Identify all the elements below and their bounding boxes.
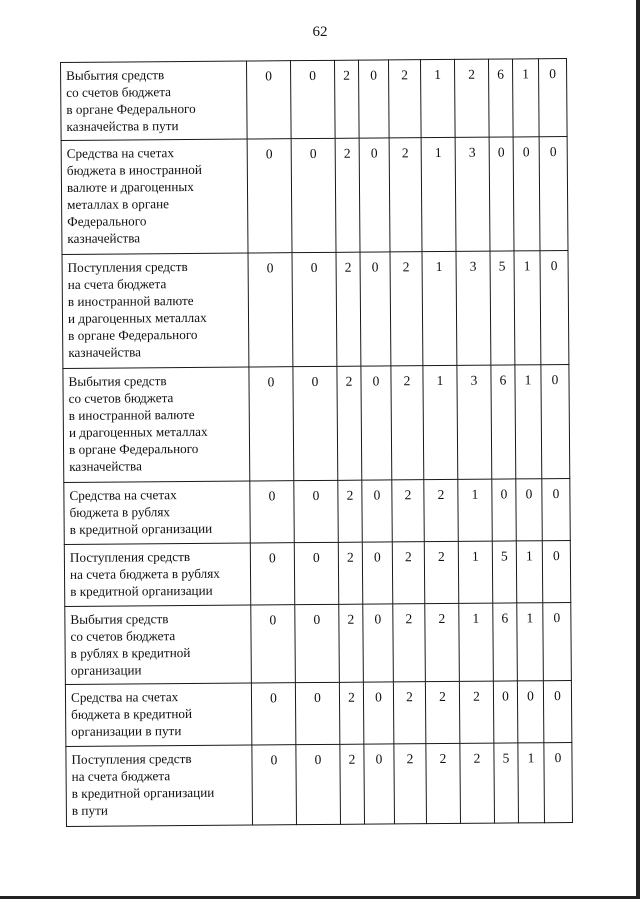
- row-label: Средства на счетах бюджета в иностранной валюте и драгоценных металлах в органе Федерального казначейства: [61, 139, 248, 254]
- code-digit-cell: 0: [359, 138, 390, 252]
- code-digit-cell: 6: [493, 603, 518, 681]
- page-number: 62: [312, 24, 328, 40]
- code-digit-cell: 2: [425, 681, 459, 743]
- code-digit-cell: 0: [493, 681, 517, 743]
- row-label: Поступления средств на счета бюджета в рублях в кредитной организации: [64, 543, 250, 606]
- code-digit-cell: 1: [514, 251, 541, 365]
- code-digit-cell: 0: [250, 481, 294, 543]
- code-digit-cell: 0: [541, 365, 570, 479]
- table-row: [66, 743, 573, 827]
- scan-edge-right: [636, 0, 640, 899]
- code-digit-cell: 0: [296, 744, 341, 824]
- code-digit-cell: 2: [424, 541, 458, 603]
- code-digit-cell: 0: [540, 251, 569, 365]
- table-row: [61, 137, 568, 255]
- code-digit-cell: 2: [389, 138, 422, 252]
- code-digit-cell: 2: [338, 480, 362, 542]
- code-digit-cell: 0: [293, 366, 338, 480]
- code-digit-cell: 1: [518, 743, 545, 823]
- code-digit-cell: 0: [251, 683, 295, 745]
- code-digit-cell: 5: [490, 251, 515, 365]
- code-digit-cell: 0: [539, 137, 568, 251]
- code-digit-cell: 2: [424, 479, 458, 541]
- code-digit-cell: 0: [251, 605, 296, 683]
- table-body: [61, 59, 573, 827]
- table-row: [64, 479, 570, 545]
- code-digit-cell: 0: [363, 604, 394, 682]
- table-row: [62, 251, 569, 369]
- code-digit-cell: 0: [543, 681, 571, 743]
- code-digit-cell: 2: [393, 682, 425, 744]
- code-digit-cell: 0: [492, 479, 516, 541]
- code-digit-cell: 2: [340, 744, 365, 824]
- code-digit-cell: 0: [246, 61, 291, 139]
- code-digit-cell: 2: [336, 252, 361, 366]
- account-codes-table: [60, 58, 573, 827]
- code-digit-cell: 6: [488, 59, 513, 137]
- row-label: Выбытия средств со счетов бюджета в рублях в кредитной организации: [65, 605, 252, 684]
- code-digit-cell: 1: [420, 59, 455, 137]
- code-digit-cell: 2: [426, 743, 461, 823]
- code-digit-cell: 0: [361, 366, 392, 480]
- code-digit-cell: 2: [460, 743, 495, 823]
- code-digit-cell: 2: [393, 604, 426, 682]
- code-digit-cell: 0: [295, 604, 340, 682]
- code-digit-cell: 2: [334, 60, 359, 138]
- code-digit-cell: 2: [394, 744, 427, 824]
- code-digit-cell: 0: [542, 479, 570, 541]
- code-digit-cell: 2: [388, 60, 421, 138]
- code-digit-cell: 0: [291, 138, 336, 252]
- code-digit-cell: 5: [494, 743, 519, 823]
- table-row: [65, 603, 572, 685]
- table-row: [64, 541, 570, 607]
- row-label: Средства на счетах бюджета в рублях в кредитной организации: [64, 481, 250, 544]
- code-digit-cell: 2: [454, 59, 489, 137]
- code-digit-cell: 1: [515, 365, 542, 479]
- code-digit-cell: 0: [513, 137, 540, 251]
- code-digit-cell: 2: [425, 603, 460, 681]
- code-digit-cell: 0: [543, 603, 572, 681]
- code-digit-cell: 2: [337, 366, 362, 480]
- code-digit-cell: 0: [544, 743, 573, 823]
- code-digit-cell: 1: [516, 541, 542, 603]
- table-row: [61, 59, 568, 141]
- code-digit-cell: 0: [360, 252, 391, 366]
- code-digit-cell: 1: [423, 365, 458, 479]
- row-label: Выбытия средств со счетов бюджета в органе Федерального казначейства в пути: [61, 61, 248, 140]
- code-digit-cell: 6: [491, 365, 516, 479]
- code-digit-cell: 0: [489, 137, 514, 251]
- code-digit-cell: 0: [290, 60, 335, 138]
- code-digit-cell: 0: [362, 480, 392, 542]
- account-codes-table-wrapper: [60, 62, 567, 827]
- code-digit-cell: 2: [392, 542, 424, 604]
- code-digit-cell: 3: [455, 137, 490, 251]
- table-row: [63, 365, 570, 483]
- code-digit-cell: 2: [390, 252, 423, 366]
- code-digit-cell: 1: [517, 603, 544, 681]
- code-digit-cell: 0: [292, 252, 337, 366]
- code-digit-cell: 0: [247, 139, 292, 253]
- code-digit-cell: 2: [339, 604, 364, 682]
- code-digit-cell: 0: [248, 253, 293, 367]
- code-digit-cell: 1: [512, 59, 539, 137]
- row-label: Поступления средств на счета бюджета в иностранной валюте и драгоценных металлах в органе Федерального казначейства: [62, 253, 249, 368]
- code-digit-cell: 0: [295, 682, 339, 744]
- code-digit-cell: 2: [335, 138, 360, 252]
- code-digit-cell: 3: [456, 251, 491, 365]
- code-digit-cell: 2: [338, 542, 362, 604]
- code-digit-cell: 0: [538, 59, 567, 137]
- code-digit-cell: 2: [392, 480, 424, 542]
- code-digit-cell: 0: [362, 542, 392, 604]
- row-label: Поступления средств на счета бюджета в кредитной организации в пути: [66, 745, 253, 826]
- row-label: Средства на счетах бюджета в кредитной организации в пути: [65, 683, 251, 746]
- code-digit-cell: 2: [459, 681, 493, 743]
- code-digit-cell: 1: [421, 137, 456, 251]
- code-digit-cell: 2: [339, 682, 363, 744]
- row-label: Выбытия средств со счетов бюджета в иностранной валюте и драгоценных металлах в органе Федерального казначейства: [63, 367, 250, 482]
- code-digit-cell: 0: [516, 479, 542, 541]
- code-digit-cell: 1: [422, 251, 457, 365]
- code-digit-cell: 0: [363, 682, 393, 744]
- code-digit-cell: 0: [542, 541, 570, 603]
- code-digit-cell: 3: [457, 365, 492, 479]
- code-digit-cell: 1: [459, 603, 494, 681]
- code-digit-cell: 1: [458, 541, 492, 603]
- code-digit-cell: 0: [249, 367, 294, 481]
- code-digit-cell: 0: [364, 744, 395, 824]
- code-digit-cell: 0: [294, 480, 338, 542]
- code-digit-cell: 0: [252, 745, 297, 825]
- code-digit-cell: 1: [458, 479, 492, 541]
- code-digit-cell: 0: [250, 543, 294, 605]
- code-digit-cell: 5: [492, 541, 516, 603]
- table-row: [65, 681, 571, 747]
- code-digit-cell: 0: [294, 542, 338, 604]
- code-digit-cell: 0: [517, 681, 543, 743]
- code-digit-cell: 0: [358, 60, 389, 138]
- code-digit-cell: 2: [391, 366, 424, 480]
